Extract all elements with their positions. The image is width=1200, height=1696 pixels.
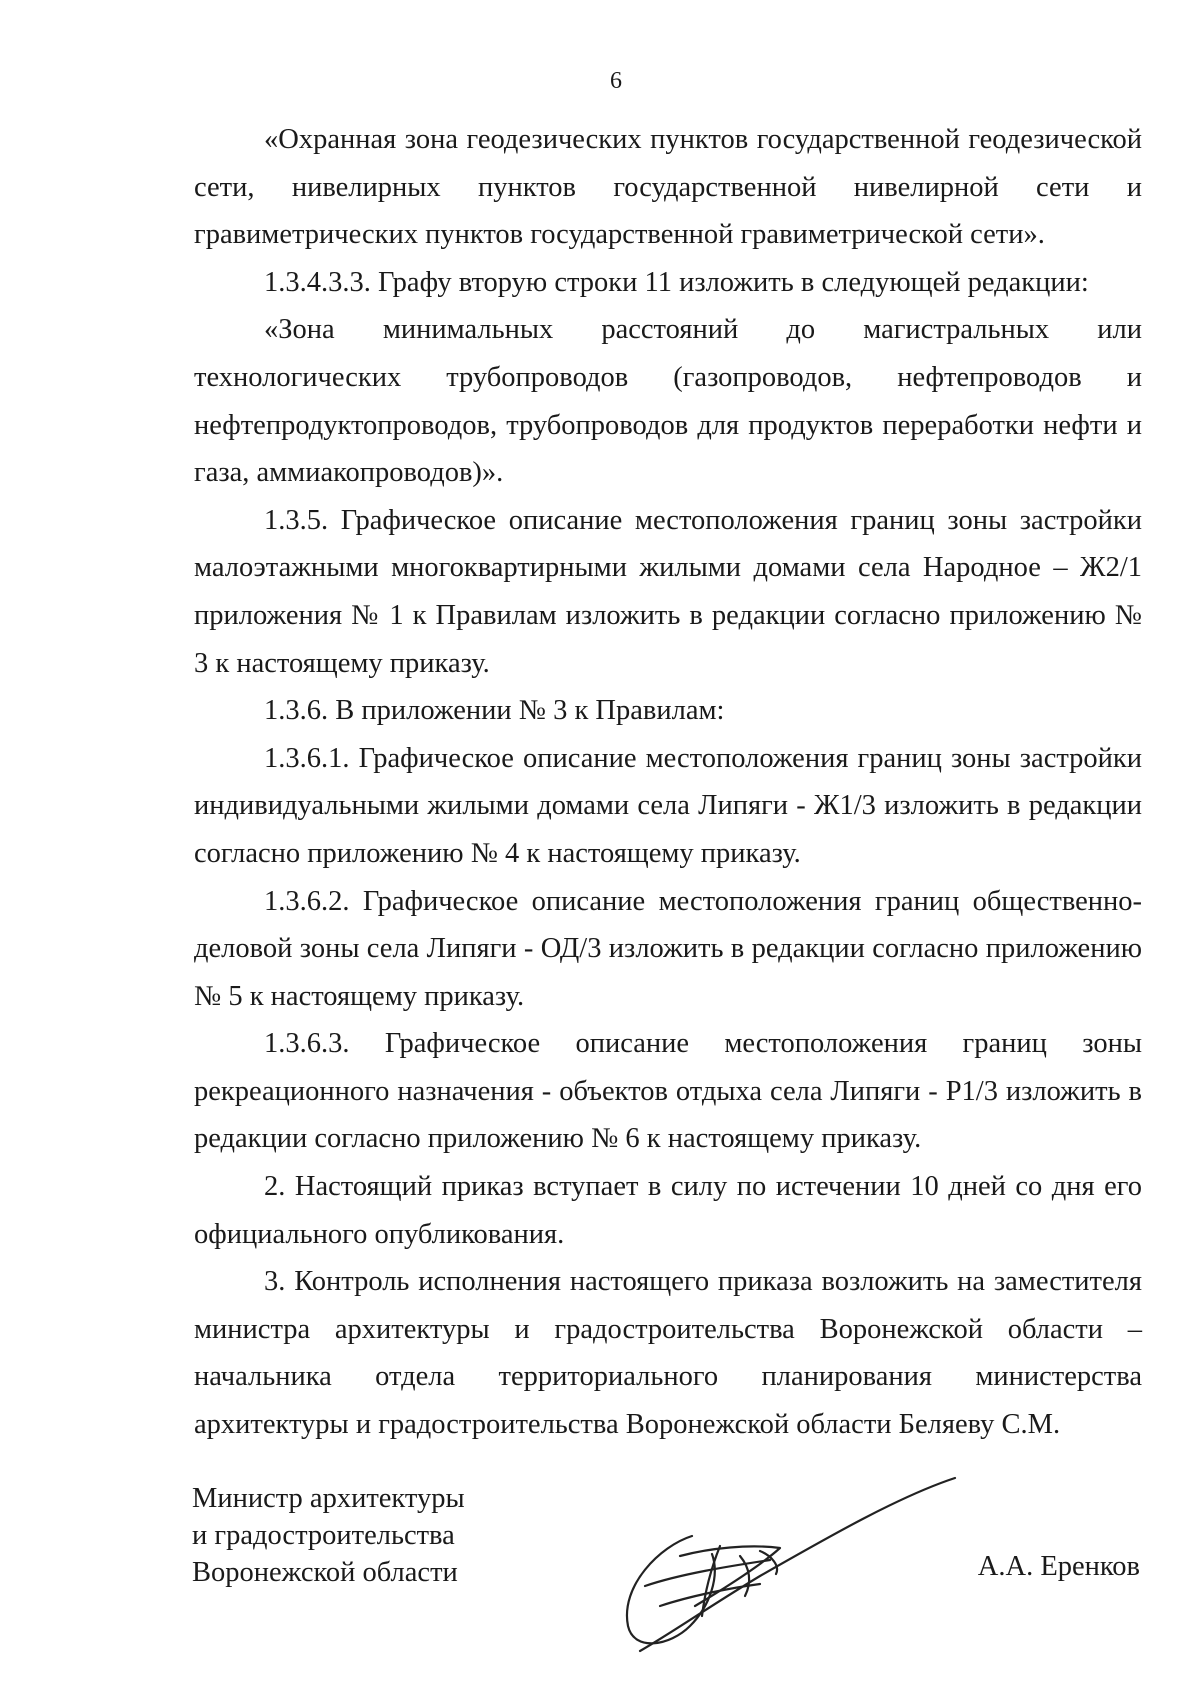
signatory-name: А.А. Еренков <box>977 1551 1140 1582</box>
handwritten-signature <box>600 1456 960 1656</box>
signatory-position-line-2: и градостроительства <box>192 1520 455 1551</box>
paragraph-1-3-6-3: 1.3.6.3. Графическое описание местоположения границ зоны рекреационного назначения - объектов отдыха села Липяги - Р1/3 изложить в редакции согласно приложению № 6 к настоящему приказу. <box>194 1028 1142 1155</box>
signatory-position-line-3: Воронежской области <box>192 1557 458 1588</box>
signatory-position-line-1: Министр архитектуры <box>192 1483 465 1514</box>
paragraph-2-effective-date: 2. Настоящий приказ вступает в силу по истечении 10 дней со дня его официального опубликования. <box>194 1171 1142 1250</box>
paragraph-1-3-5: 1.3.5. Графическое описание местоположения границ зоны застройки малоэтажными многоквартирными жилыми домами села Народное – Ж2/1 приложения № 1 к Правилам изложить в редакции согласно приложению № 3 к настоящему приказу. <box>194 504 1142 679</box>
signatory-position <box>192 1480 465 1591</box>
document-body <box>194 116 1142 1449</box>
paragraph-pipeline-zone-quote: «Зона минимальных расстояний до магистральных или технологических трубопроводов (газопроводов, нефтепроводов и нефтепродуктопроводов, трубопроводов для продуктов переработки нефти и газа, аммиакопроводов)». <box>194 314 1142 489</box>
paragraph-1-3-6-1: 1.3.6.1. Графическое описание местоположения границ зоны застройки индивидуальными жилыми домами села Липяги - Ж1/3 изложить в редакции согласно приложению № 4 к настоящему приказу. <box>194 742 1142 869</box>
page-number: 6 <box>610 68 622 94</box>
paragraph-1-3-6-2: 1.3.6.2. Графическое описание местоположения границ общественно-деловой зоны села Липяги - ОД/3 изложить в редакции согласно приложению № 5 к настоящему приказу. <box>194 885 1142 1012</box>
paragraph-3-control: 3. Контроль исполнения настоящего приказа возложить на заместителя министра архитектуры и градостроительства Воронежской области – начальника отдела территориального планирования министерства архитектуры и градостроительства Воронежской области Беляеву С.М. <box>194 1266 1142 1441</box>
paragraph-protected-zone-quote: «Охранная зона геодезических пунктов государственной геодезической сети, нивелирных пунктов государственной нивелирной сети и гравиметрических пунктов государственной гравиметрической сети». <box>194 124 1142 251</box>
paragraph-1-3-6: 1.3.6. В приложении № 3 к Правилам: <box>264 695 725 727</box>
paragraph-1-3-4-3-3: 1.3.4.3.3. Графу вторую строки 11 изложить в следующей редакции: <box>264 266 1089 298</box>
